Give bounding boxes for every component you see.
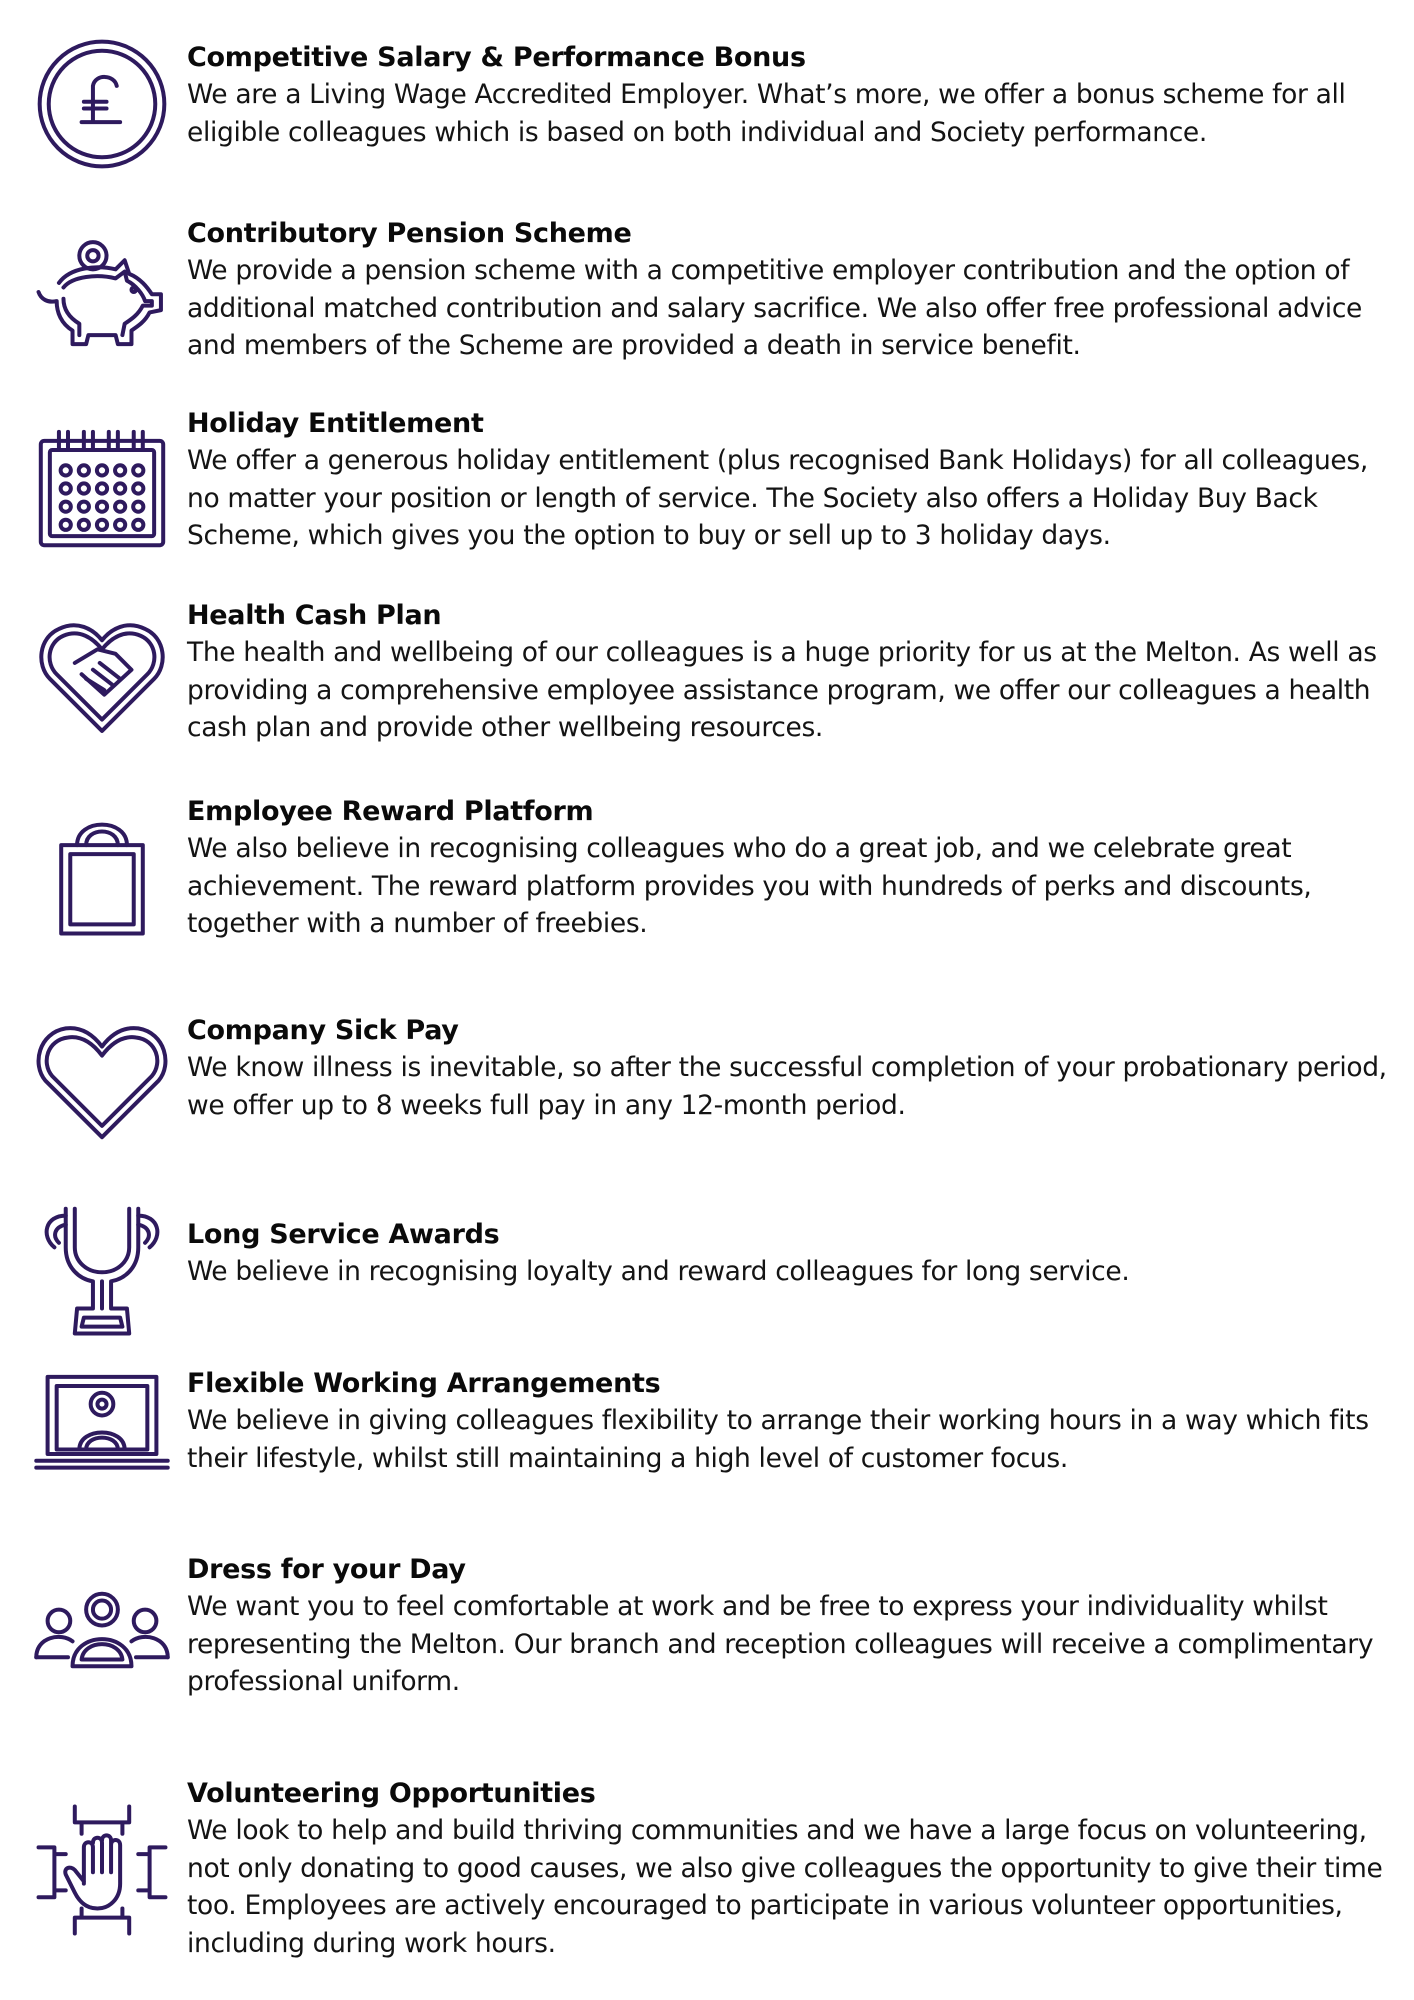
benefit-title: Holiday Entitlement xyxy=(187,408,484,439)
benefit-title: Long Service Awards xyxy=(187,1219,500,1250)
benefit-title: Flexible Working Arrangements xyxy=(187,1368,661,1399)
trophy-icon xyxy=(28,1196,176,1344)
benefit-description: We are a Living Wage Accredited Employer. What’s more, we offer a bonus scheme for all eligible colleagues which is based on both individual and Society performance. xyxy=(187,79,1346,148)
benefit-description: We provide a pension scheme with a competitive employer contribution and the option of additional matched contribution and salary sacrifice. We also offer free professional advice and members of the Scheme are provided a death in service benefit. xyxy=(187,255,1362,361)
benefit-title: Health Cash Plan xyxy=(187,600,442,631)
heart-handshake-icon xyxy=(28,598,176,746)
benefit-title: Volunteering Opportunities xyxy=(187,1778,596,1809)
piggy-bank-icon xyxy=(28,218,176,366)
laptop-user-icon xyxy=(28,1346,176,1494)
pound-coin-icon xyxy=(28,30,176,178)
benefit-description: We look to help and build thriving communities and we have a large focus on volunteering, not only donating to good causes, we also give colleagues the opportunity to give their time too. Employees are actively encouraged to participate in various volunteer opportunities, including during work hours. xyxy=(187,1815,1383,1959)
heart-icon xyxy=(28,1002,176,1150)
benefit-description: We believe in giving colleagues flexibility to arrange their working hours in a way which fits their lifestyle, whilst still maintaining a high level of customer focus. xyxy=(187,1405,1369,1474)
benefit-title: Dress for your Day xyxy=(187,1554,466,1585)
calendar-icon xyxy=(28,410,176,558)
benefit-title: Company Sick Pay xyxy=(187,1015,459,1046)
volunteer-hands-icon xyxy=(28,1796,176,1944)
shopping-bag-icon xyxy=(28,796,176,944)
benefit-title: Contributory Pension Scheme xyxy=(187,218,632,249)
benefit-description: The health and wellbeing of our colleagues is a huge priority for us at the Melton. As well as providing a comprehensive employee assistance program, we offer our colleagues a health cash plan and provide other wellbeing resources. xyxy=(187,637,1377,743)
benefit-description: We want you to feel comfortable at work and be free to express your individuality whilst representing the Melton. Our branch and reception colleagues will receive a complimentary professional uniform. xyxy=(187,1591,1374,1697)
benefit-description: We offer a generous holiday entitlement (plus recognised Bank Holidays) for all colleagues, no matter your position or length of service. The Society also offers a Holiday Buy Back Scheme, which gives you the option to buy or sell up to 3 holiday days. xyxy=(187,445,1368,551)
benefit-description: We know illness is inevitable, so after the successful completion of your probationary period, we offer up to 8 weeks full pay in any 12-month period. xyxy=(187,1052,1387,1121)
benefit-description: We believe in recognising loyalty and reward colleagues for long service. xyxy=(187,1256,1130,1287)
benefit-title: Employee Reward Platform xyxy=(187,796,594,827)
benefit-title: Competitive Salary & Performance Bonus xyxy=(187,42,806,73)
benefit-description: We also believe in recognising colleagues who do a great job, and we celebrate great achievement. The reward platform provides you with hundreds of perks and discounts, together with a number of freebies. xyxy=(187,833,1312,939)
group-people-icon xyxy=(28,1556,176,1704)
